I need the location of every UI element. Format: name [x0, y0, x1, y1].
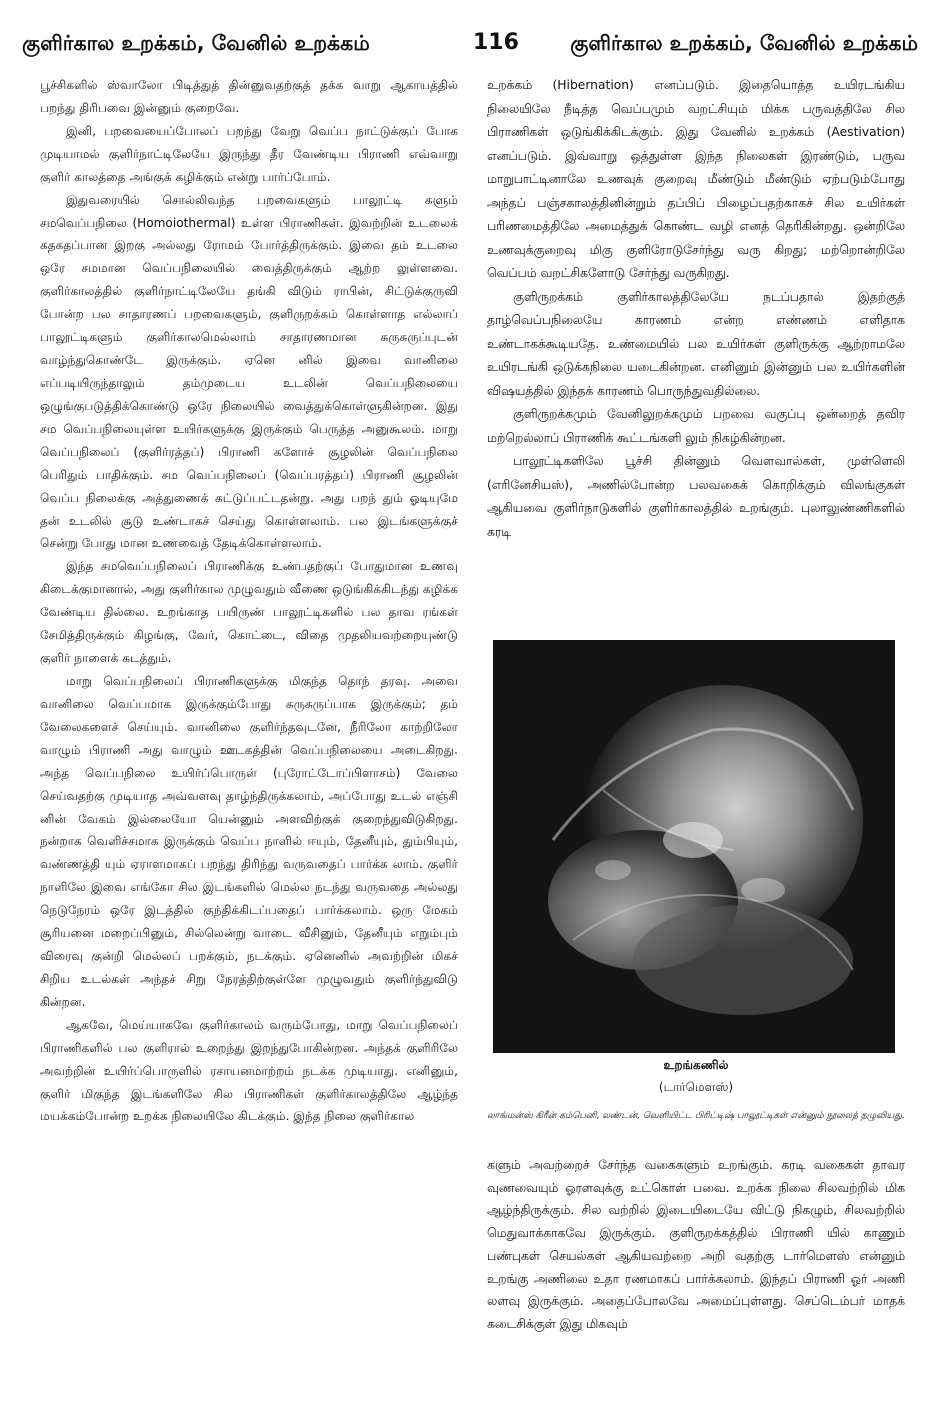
left-column [40, 74, 458, 1128]
figure-credit: லாங்மன்ஸ் கிரீன் கம்பெனி, லண்டன், வெளியிட்ட பிரிட்டிஷ் பாலூட்டிகள் என்னும் நூலைத் தழுவியது. [487, 1111, 905, 1121]
paragraph: மாறு வெப்பநிலைப் பிராணிகளுக்கு மிகுந்த தொந் தரவு. அவை வானிலை வெப்பமாக இருக்கும்போது சுருசுருப்பாக இருக்கும்; தம் வேலைகளைச் செய்யும். வானிலை குளிர்ந்தவுடனே, நீரிலோ காற்றிலோ வாழும் பிராணி அது வாழும் ஊடகத்தின் வெப்பநிலையை அடைகிறது. அந்த வெப்பநிலை உயிர்ப்பொருள் (புரோட்டோப்பிளாசம்) வேலை செய்வதற்கு முடியாத அவ்வளவு தாழ்ந்திருக்கலாம், அப்போது உடல் எஞ்சி னின் வேகம் இல்லையோ யென்னும் அளவிற்குக் குறைந்துவிடுகிறது. நன்றாக வெளிச்சமாக இருக்கும் வெப்ப நாளில் ஈயும், தேனீயும், தும்பியும், வண்ணத்தி யும் ஏராளமாகப் பறந்து திரிந்து வருவதைப் பார்க்க லாம். குளிர் நாளிலே இவை எங்கோ சில இடங்களில் மெல்ல நடந்து வருவதை அல்லது நெடுநேரம் ஒரே இடத்தில் குந்திக்கிடப்பதைப் பார்க்கலாம். ஒரு மேகம் சூரியனை மறைப்பினும், சில்லென்று வாடை வீசினும், தேனீயும் எறும்பும் விரைவு குன்றி மெல்லப் பறக்கும், நடக்கும். ஏனெனில் அவற்றின் மிகச் சிறிய உடல்கள் அந்தச் சிறு நேரத்திற்குள்ளே முழுவதும் குளிர்ந்துவிடு கின்றன. [40, 673, 458, 1009]
paragraph: ஆகவே, மெய்யாகவே குளிர்காலம் வரும்போது, மாறு வெப்பநிலைப் பிராணிகளில் பல குளிரால் உறைந்து இறந்துபோகின்றன. அந்தக் குளிரிலே அவற்றின் உயிர்ப்பொருளில் ரசாயனமாற்றம் நடக்க முடியாது. எனினும், குளிர் மிகுந்த இடங்களிலே சில பிராணிகள் குளிர்காலத்திலே ஆழ்ந்த மயக்கம்போன்ற உறக்க நிலையிலே கிடக்கும். இந்த நிலை குளிர்கால [40, 1017, 458, 1124]
paragraph: உறக்கம் (Hibernation) எனப்படும். இதையொத்த உயிரடங்கிய நிலையிலே நீடித்த வெப்பமும் வறட்சியும் மிக்க பருவத்திலே சில பிராணிகள் ஒடுங்கிக்கிடக்கும். இது வேனில் உறக்கம் (Aestivation) எனப்படும். இவ்வாறு ஒத்துள்ள இந்த நிலைகள் இரண்டும், பருவ மாறுபாட்டினாலே உணவுக் குறைவு மீண்டும் மீண்டும் ஏற்படும்போது அந்தப் பஞ்சகாலத்தினின்றும் தப்பிப் பிழைப்பதற்காகச் சில உயிர்கள் பரிணமைத்திலே அமைத்துக் கொண்ட வழி எனத் தெரிகின்றது. ஒன்றிலே உணவுக்குறைவு மிகு குளிரோடுசேர்ந்து வரு கிறது; மற்றொன்றிலே வெப்பம் வறட்சிகளோடு சேர்ந்து வருகிறது. [487, 78, 905, 280]
paragraph: இனி, பறவையைப்போலப் பறந்து வேறு வெப்ப நாட்டுக்குப் போக முடியாமல் குளிர்நாட்டிலேயே இருந்து தீர வேண்டிய பிராணி எவ்வாறு குளிர் காலத்தை அங்குக் கழிக்கும் என்று பார்ப்போம். [40, 123, 458, 184]
paragraph: பூச்சிகளில் ஸ்வாலோ பிடித்துத் தின்னுவதற்குத் தக்க வாறு ஆகாயத்தில் பறந்து திரிபவை இன்னும் குறைவே. [40, 78, 458, 115]
right-column-bottom [487, 1154, 905, 1336]
paragraph: குளிருறக்கமும் வேனிலுறக்கமும் பறவை வகுப்பு ஒன்றைத் தவிர மற்றெல்லாப் பிராணிக் கூட்டங்களி லும் நிகழ்கின்றன. [487, 407, 905, 445]
paragraph: இந்த சமவெப்பநிலைப் பிராணிக்கு உண்பதற்குப் போதுமான உணவு கிடைக்குமானால், அது குளிர்கால முழுவதும் வீணை ஒடுங்கிக்கிடந்து கழிக்க வேண்டிய தில்லை. உறங்காத பயிருண் பாலூட்டிகளில் பல தாவ ரங்கள் சேமித்திருக்கும் கிழங்கு, வேர், கொட்டை, விதை முதலியவற்றையுண்டு குளிர் நாளைக் கடத்தும். [40, 559, 458, 666]
page-number: 116 [473, 30, 519, 55]
paragraph: பாலூட்டிகளிலே பூச்சி தின்னும் வௌவால்கள், முள்ளெலி (எரினேசியஸ்), அணில்போன்ற பலவகைக் கொறிக்கும் விலங்குகள் ஆகியவை குளிர்நாடுகளில் குளிர்காலத்தில் உறங்கும். புலாலுண்ணிகளில் கரடி [487, 454, 905, 539]
right-column [487, 74, 905, 544]
paragraph: இதுவரையில் சொல்லிவந்த பறவைகளும் பாலூட்டி களும் சமவெப்பநிலை (Homoiothermal) உள்ள பிராணிகள். இவற்றின் உடலைக் கதகதப்பான இறகு அல்லது ரோமம் போர்த்திருக்கும். இவை தம் உடலை ஒரே சமமான வெப்பநிலையில் வைத்திருக்கும் ஆற்ற லுள்ளவை. குளிர்காலத்தில் குளிர்நாட்டிலேயே தங்கி விடும் ராபின், சிட்டுக்குருவி போன்ற பல சாதாரணப் பறவைகளும், குளிருறக்கம் கொள்ளாத எல்லாப் பாலூட்டிகளும் குளிர்காலமெல்லாம் சாதாரணமான சுருசுருப்புடன் வாழ்ந்துகொண்டே இருக்கும். ஏனெ னில் இவை வானிலை எப்படியிருந்தாலும் தம்முடைய உடலின் வெப்பநிலையை ஒழுங்குபடுத்திக்கொண்டு ஒரே நிலையில் வைத்துக்கொள்ளுகின்றன. இது சம வெப்பநிலையுள்ள உயிர்களுக்கு இருக்கும் பெருத்த அனுகூலம். மாறு வெப்பநிலைப் (குளிர்ரத்தப்) பிராணி களோச் சூழலின் வெப்பநிலை பெரிதும் பாதிக்கும். சம வெப்பநிலைப் (வெப்பரத்தப்) பிராணி சூழலின் வெப்ப நிலைக்கு அத்துணைக் கட்டுப்பட்டதன்று. அது பறந் தும் ஓடியுமே தன் உடலில் சூடு உண்டாகச் செய்து கொள்ளலாம். பல இடங்களுக்குச் சென்று போது மான உணவைத் தேடிக்கொள்ளலாம். [40, 192, 458, 551]
paragraph: குளிருறக்கம் குளிர்காலத்திலேயே நடப்பதால் இதற்குத் தாழ்வெப்பநிலையே காரணம் என்ற எண்ணம் எளிதாக உண்டாகக்கூடியதே. உண்மையில் பல உயிர்கள் குளிருக்கு ஆற்றாமலே உயிரடங்கி ஒடுக்கநிலை யடைகின்றன. எனினும் இன்னும் பல உயிர்களின் விஷயத்தில் இந்தக் காரணம் பொருந்துவதில்லை. [487, 289, 905, 398]
figure-title: உறங்கணில் [663, 1058, 729, 1072]
figure-subtitle: (டார்மௌஸ்) [658, 1080, 734, 1094]
paragraph: களும் அவற்றைச் சேர்ந்த வகைகளும் உறங்கும். கரடி வகைகள் தாவர வுணவையும் ஓரளவுக்கு உட்கொள் பவை. உறக்க நிலை சிலவற்றில் மிக ஆழ்ந்திருக்கும். சில வற்றில் இடையிடையே விட்டு நிகழும், சிலவற்றில் மெதுவாக்காகவே இருக்கும். குளிருறக்கத்தில் பிராணி யில் காணும் பண்புகள் செயல்கள் ஆகியவற்றை அறி வதற்கு டார்மௌஸ் என்னும் உறங்கு அணிலை உதா ரணமாகப் பார்க்கலாம். இந்தப் பிராணி ஓர் அணி லளவு இருக்கும். அதைப்போலவே அமைப்புள்ளது. செப்டெம்பர் மாதக் கடைசிக்குள் இது மிகவும் [487, 1158, 905, 1331]
dormouse-photo [493, 640, 895, 1053]
page-header [22, 26, 918, 60]
header-title-left: குளிர்கால உறக்கம், வேனில் உறக்கம் [22, 31, 370, 55]
header-title-right: குளிர்கால உறக்கம், வேனில் உறக்கம் [570, 31, 918, 55]
